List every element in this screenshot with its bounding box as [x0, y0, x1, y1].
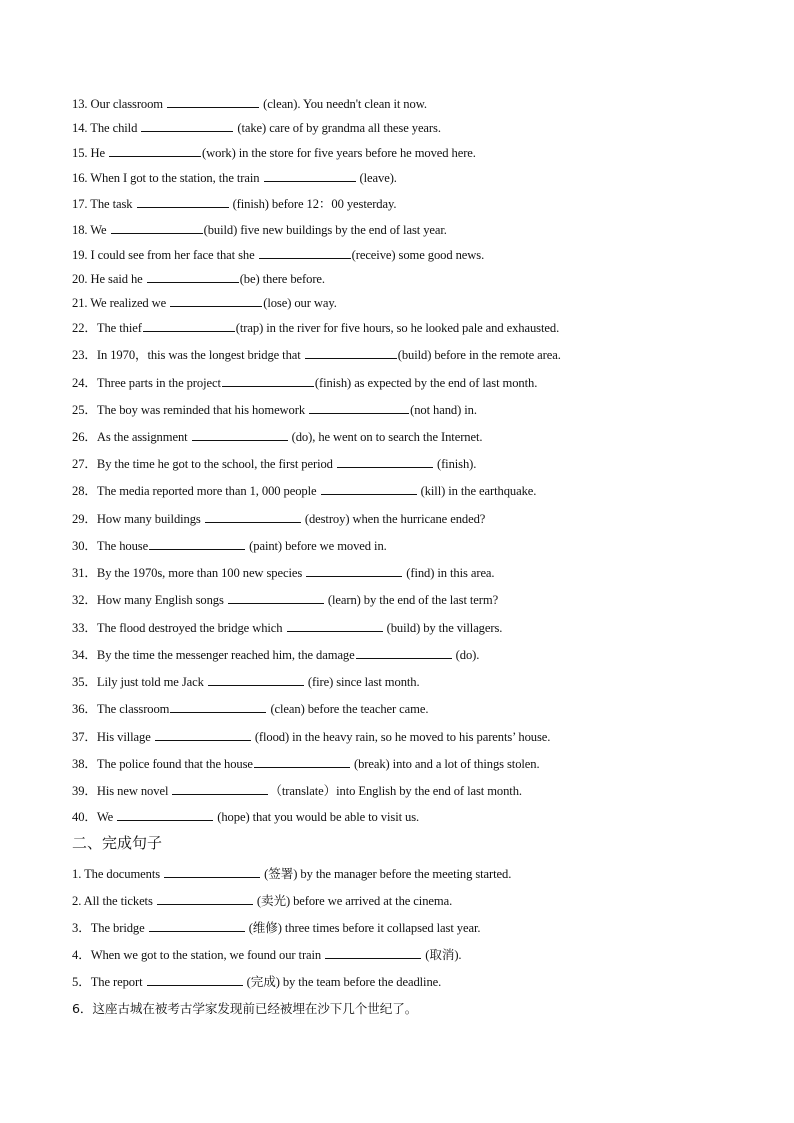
question-number: 21.: [72, 296, 91, 310]
question-hint: （translate）into English by the end of last month.: [269, 784, 522, 798]
question-number: 36．: [72, 702, 97, 716]
sentence-4: [72, 946, 461, 963]
question-24: [72, 374, 537, 391]
question-number: 17.: [72, 197, 91, 211]
question-text: When we got to the station, we found our train: [90, 948, 325, 962]
question-number: 39．: [72, 784, 97, 798]
question-number: 28．: [72, 484, 97, 498]
answer-blank[interactable]: [309, 401, 409, 414]
question-text: 这座古城在被考古学家发现前已经被埋在沙下几个世纪了。: [92, 1001, 418, 1016]
question-text: As the assignment: [96, 430, 191, 444]
question-number: 2.: [72, 894, 84, 908]
question-28: [72, 482, 536, 499]
question-hint: (trap) in the river for five hours, so he looked pale and exhausted.: [235, 321, 560, 335]
question-hint: (not hand) in.: [410, 403, 477, 417]
question-hint: (build) five new buildings by the end of last year.: [203, 223, 447, 237]
question-33: [72, 619, 502, 636]
question-hint: (break) into and a lot of things stolen.: [350, 757, 540, 771]
question-number: 30．: [72, 539, 97, 553]
question-14: [72, 119, 441, 136]
answer-blank[interactable]: [143, 319, 235, 332]
question-text: The boy was reminded that his homework: [96, 403, 309, 417]
question-text: Three parts in the project: [96, 376, 221, 390]
question-hint: (fire) since last month.: [304, 675, 420, 689]
question-hint: (leave).: [356, 171, 397, 185]
question-hint: (lose) our way.: [263, 296, 337, 310]
question-number: 22．: [72, 321, 97, 335]
question-text: Lily just told me Jack: [96, 675, 207, 689]
question-number: 6．: [72, 1001, 93, 1016]
answer-blank[interactable]: [170, 294, 262, 307]
question-hint: (hope) that you would be able to visit us.: [214, 810, 420, 824]
question-hint: (paint) before we moved in.: [246, 539, 387, 553]
question-38: [72, 755, 540, 772]
question-number: 18.: [72, 223, 91, 237]
question-16: [72, 169, 397, 186]
answer-blank[interactable]: [149, 919, 245, 932]
sentence-5: [72, 973, 441, 990]
question-text: All the tickets: [83, 894, 156, 908]
question-34: [72, 646, 479, 663]
question-hint: (clean) before the teacher came.: [267, 702, 429, 716]
question-36: [72, 700, 428, 717]
question-number: 40．: [72, 810, 97, 824]
sentence-3: [72, 919, 480, 936]
question-text: By the time the messenger reached him, the damage: [96, 648, 355, 662]
answer-blank[interactable]: [117, 808, 213, 821]
sentence-2: [72, 892, 452, 909]
question-text: We: [90, 223, 110, 237]
question-27: [72, 455, 476, 472]
question-number: 5．: [72, 975, 91, 989]
question-hint: (完成) by the team before the deadline.: [243, 975, 442, 989]
question-32: [72, 591, 498, 608]
question-hint: (be) there before.: [239, 272, 325, 286]
answer-blank[interactable]: [147, 270, 239, 283]
question-number: 13.: [72, 97, 91, 111]
answer-blank[interactable]: [337, 455, 433, 468]
question-13: [72, 95, 427, 112]
question-number: 27．: [72, 457, 97, 471]
question-text: The documents: [84, 867, 164, 881]
question-hint: (build) by the villagers.: [383, 621, 503, 635]
question-hint: (finish) before 12：00 yesterday.: [229, 197, 397, 211]
question-text: The house: [96, 539, 149, 553]
answer-blank[interactable]: [167, 95, 259, 108]
question-text: How many buildings: [96, 512, 204, 526]
answer-blank[interactable]: [264, 169, 356, 182]
question-30: [72, 537, 387, 554]
question-text: We realized we: [90, 296, 170, 310]
question-number: 35．: [72, 675, 97, 689]
answer-blank[interactable]: [306, 564, 402, 577]
question-21: [72, 294, 337, 311]
answer-blank[interactable]: [137, 195, 229, 208]
question-31: [72, 564, 494, 581]
question-hint: (work) in the store for five years before he moved here.: [202, 146, 476, 160]
question-text: The police found that the house: [96, 757, 253, 771]
question-text: The media reported more than 1, 000 people: [96, 484, 320, 498]
question-number: 15.: [72, 146, 91, 160]
question-text: The flood destroyed the bridge which: [96, 621, 286, 635]
question-number: 23．: [72, 348, 97, 362]
question-hint: (receive) some good news.: [351, 248, 485, 262]
question-hint: (build) before in the remote area.: [397, 348, 561, 362]
answer-blank[interactable]: [254, 755, 350, 768]
question-text: The task: [90, 197, 136, 211]
question-hint: (签署) by the manager before the meeting started.: [261, 867, 512, 881]
question-text: The thief: [96, 321, 142, 335]
question-text: Our classroom: [90, 97, 167, 111]
question-number: 26．: [72, 430, 97, 444]
question-number: 33．: [72, 621, 97, 635]
question-number: 1.: [72, 867, 85, 881]
question-hint: (take) care of by grandma all these years.: [234, 121, 441, 135]
answer-blank[interactable]: [109, 144, 201, 157]
answer-blank[interactable]: [111, 221, 203, 234]
question-22: [72, 319, 559, 336]
answer-blank[interactable]: [321, 482, 417, 495]
question-17: [72, 195, 396, 212]
question-15: [72, 144, 476, 161]
answer-blank[interactable]: [164, 865, 260, 878]
answer-blank[interactable]: [172, 782, 268, 795]
question-text: The report: [90, 975, 146, 989]
question-hint: (find) in this area.: [403, 566, 495, 580]
answer-blank[interactable]: [147, 973, 243, 986]
section-title: 二、完成句子: [72, 834, 163, 852]
question-text: In 1970，this was the longest bridge that: [96, 348, 304, 362]
question-hint: (do).: [452, 648, 480, 662]
question-text: The bridge: [90, 921, 148, 935]
question-hint: (finish) as expected by the end of last month.: [314, 376, 538, 390]
question-number: 31．: [72, 566, 97, 580]
question-number: 16.: [72, 171, 91, 185]
question-hint: (卖光) before we arrived at the cinema.: [253, 894, 453, 908]
answer-blank[interactable]: [356, 646, 452, 659]
question-number: 19.: [72, 248, 91, 262]
question-text: When I got to the station, the train: [90, 171, 263, 185]
question-hint: (finish).: [433, 457, 477, 471]
question-25: [72, 401, 477, 418]
answer-blank[interactable]: [325, 946, 421, 959]
question-text: We: [96, 810, 117, 824]
question-text: By the 1970s, more than 100 new species: [96, 566, 306, 580]
question-number: 29．: [72, 512, 97, 526]
question-text: The child: [90, 121, 141, 135]
question-hint: (learn) by the end of the last term?: [324, 593, 499, 607]
answer-blank[interactable]: [141, 119, 233, 132]
question-20: [72, 270, 325, 287]
question-number: 4．: [72, 948, 91, 962]
answer-blank[interactable]: [170, 700, 266, 713]
answer-blank[interactable]: [208, 673, 304, 686]
answer-blank[interactable]: [155, 728, 251, 741]
answer-blank[interactable]: [192, 428, 288, 441]
answer-blank[interactable]: [205, 510, 301, 523]
question-number: 14.: [72, 121, 91, 135]
sentence-1: [72, 865, 511, 882]
question-number: 25．: [72, 403, 97, 417]
answer-blank[interactable]: [149, 537, 245, 550]
question-19: [72, 246, 484, 263]
answer-blank[interactable]: [287, 619, 383, 632]
question-text: I could see from her face that she: [90, 248, 258, 262]
question-text: The classroom: [96, 702, 170, 716]
question-29: [72, 510, 485, 527]
question-40: [72, 808, 419, 825]
question-23: [72, 346, 561, 363]
question-number: 34．: [72, 648, 97, 662]
question-text: He said he: [90, 272, 146, 286]
answer-blank[interactable]: [222, 374, 314, 387]
question-39: [72, 782, 522, 799]
question-hint: (kill) in the earthquake.: [417, 484, 537, 498]
question-number: 37．: [72, 730, 97, 744]
question-35: [72, 673, 420, 690]
question-number: 3．: [72, 921, 91, 935]
question-hint: (取消).: [422, 948, 462, 962]
question-18: [72, 221, 447, 238]
question-26: [72, 428, 482, 445]
question-number: 24．: [72, 376, 97, 390]
question-text: He: [90, 146, 109, 160]
question-text: His village: [96, 730, 154, 744]
answer-blank[interactable]: [259, 246, 351, 259]
question-hint: (维修) three times before it collapsed last year.: [245, 921, 481, 935]
question-hint: (flood) in the heavy rain, so he moved to his parents’ house.: [251, 730, 551, 744]
question-text: His new novel: [96, 784, 172, 798]
answer-blank[interactable]: [157, 892, 253, 905]
question-hint: (clean). You needn't clean it now.: [260, 97, 427, 111]
question-hint: (do), he went on to search the Internet.: [288, 430, 483, 444]
question-37: [72, 728, 550, 745]
question-text: How many English songs: [96, 593, 227, 607]
sentence-6: [72, 1001, 417, 1017]
question-hint: (destroy) when the hurricane ended?: [301, 512, 486, 526]
question-text: By the time he got to the school, the first period: [96, 457, 336, 471]
answer-blank[interactable]: [305, 346, 397, 359]
question-number: 20.: [72, 272, 91, 286]
question-number: 32．: [72, 593, 97, 607]
answer-blank[interactable]: [228, 591, 324, 604]
question-number: 38．: [72, 757, 97, 771]
